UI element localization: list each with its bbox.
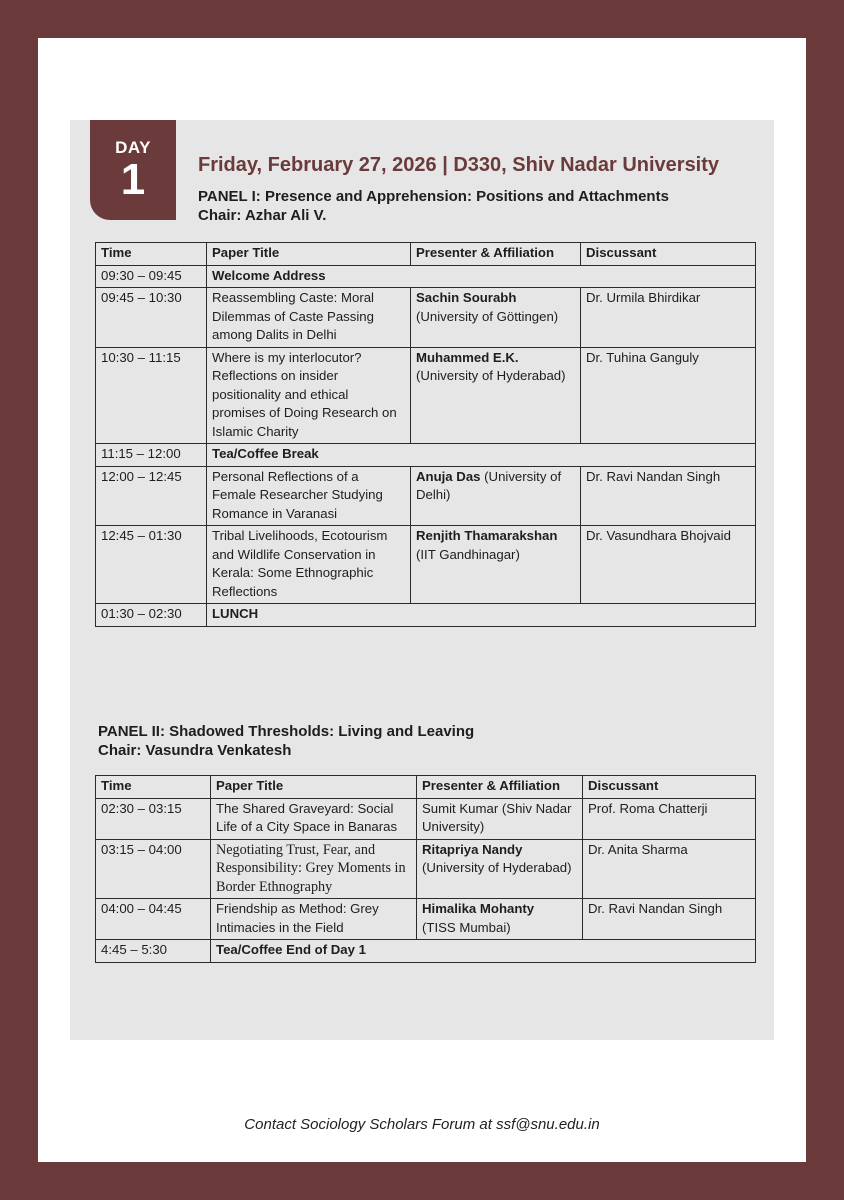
paper-title-cell: Personal Reflections of a Female Researcher Studying Romance in Varanasi bbox=[207, 466, 411, 526]
panel-1-title: PANEL I: Presence and Apprehension: Positions and Attachments bbox=[198, 188, 669, 205]
session-cell: Tea/Coffee End of Day 1 bbox=[211, 940, 756, 963]
time-cell: 4:45 – 5:30 bbox=[96, 940, 211, 963]
header-discussant: Discussant bbox=[581, 243, 756, 266]
contact-footer: Contact Sociology Scholars Forum at ssf@snu.edu.in bbox=[244, 1116, 600, 1133]
panel-1-schedule-table bbox=[95, 242, 756, 627]
table-row bbox=[96, 347, 756, 444]
presenter-affiliation: (University of Hyderabad) bbox=[422, 860, 572, 875]
discussant-cell: Dr. Ravi Nandan Singh bbox=[583, 899, 756, 940]
presenter-cell bbox=[417, 899, 583, 940]
discussant-cell: Dr. Vasundhara Bhojvaid bbox=[581, 526, 756, 604]
program-page bbox=[38, 38, 806, 1162]
header-discussant: Discussant bbox=[583, 776, 756, 799]
presenter-affiliation: (University of Göttingen) bbox=[416, 308, 559, 324]
presenter-name: Sachin Sourabh bbox=[416, 290, 517, 305]
paper-title-cell: Negotiating Trust, Fear, and Responsibility: Grey Moments in Border Ethnography bbox=[211, 839, 417, 899]
presenter-affiliation: (University of Delhi) bbox=[416, 468, 562, 502]
table-row bbox=[96, 526, 756, 604]
time-cell: 12:45 – 01:30 bbox=[96, 526, 207, 604]
table-row bbox=[96, 604, 756, 627]
paper-title-cell: Reassembling Caste: Moral Dilemmas of Caste Passing among Dalits in Delhi bbox=[207, 288, 411, 348]
presenter-name: Anuja Das bbox=[416, 468, 481, 484]
session-cell: LUNCH bbox=[207, 604, 756, 627]
table-row bbox=[96, 466, 756, 526]
session-cell: Tea/Coffee Break bbox=[207, 444, 756, 467]
discussant-cell: Dr. Tuhina Ganguly bbox=[581, 347, 756, 444]
table-row bbox=[96, 288, 756, 348]
time-cell: 09:45 – 10:30 bbox=[96, 288, 207, 348]
day-badge bbox=[90, 120, 176, 220]
paper-title-cell: Friendship as Method: Grey Intimacies in the Field bbox=[211, 899, 417, 940]
presenter-affiliation: (TISS Mumbai) bbox=[422, 919, 511, 935]
time-cell: 03:15 – 04:00 bbox=[96, 839, 211, 899]
presenter-affiliation: Sumit Kumar (Shiv Nadar University) bbox=[422, 800, 572, 834]
time-cell: 04:00 – 04:45 bbox=[96, 899, 211, 940]
presenter-cell bbox=[411, 347, 581, 444]
presenter-cell bbox=[411, 288, 581, 348]
panel-1-chair: Chair: Azhar Ali V. bbox=[198, 207, 327, 224]
panel-2-title: PANEL II: Shadowed Thresholds: Living and Leaving bbox=[98, 723, 475, 740]
table-row bbox=[96, 798, 756, 839]
presenter-name: Muhammed E.K. bbox=[416, 349, 519, 365]
day-number: 1 bbox=[120, 155, 146, 204]
header-time: Time bbox=[96, 776, 211, 799]
presenter-affiliation: (IIT Gandhinagar) bbox=[416, 546, 520, 562]
header-paper-title: Paper Title bbox=[211, 776, 417, 799]
discussant-cell: Dr. Ravi Nandan Singh bbox=[581, 466, 756, 526]
presenter-cell bbox=[411, 526, 581, 604]
presenter-cell bbox=[411, 466, 581, 526]
time-cell: 11:15 – 12:00 bbox=[96, 444, 207, 467]
presenter-name: Himalika Mohanty bbox=[422, 901, 535, 916]
presenter-name: Renjith Thamarakshan bbox=[416, 528, 558, 543]
date-venue-heading: Friday, February 27, 2026 | D330, Shiv Nadar University bbox=[198, 154, 720, 176]
time-cell: 10:30 – 11:15 bbox=[96, 347, 207, 444]
presenter-affiliation: (University of Hyderabad) bbox=[416, 368, 566, 383]
time-cell: 09:30 – 09:45 bbox=[96, 265, 207, 288]
table-row bbox=[96, 265, 756, 288]
header-presenter: Presenter & Affiliation bbox=[411, 243, 581, 266]
time-cell: 01:30 – 02:30 bbox=[96, 604, 207, 627]
panel-2-heading bbox=[98, 722, 474, 760]
header-paper-title: Paper Title bbox=[207, 243, 411, 266]
presenter-cell bbox=[417, 839, 583, 899]
discussant-cell: Prof. Roma Chatterji bbox=[583, 798, 756, 839]
panel-2-schedule-table bbox=[95, 775, 756, 963]
paper-title-cell: The Shared Graveyard: Social Life of a City Space in Banaras bbox=[211, 798, 417, 839]
header-time: Time bbox=[96, 243, 207, 266]
session-cell: Welcome Address bbox=[207, 265, 756, 288]
discussant-cell: Dr. Urmila Bhirdikar bbox=[581, 288, 756, 348]
table-row bbox=[96, 899, 756, 940]
presenter-name: Ritapriya Nandy bbox=[422, 841, 523, 857]
day-label: DAY bbox=[115, 138, 151, 157]
panel-2-chair: Chair: Vasundra Venkatesh bbox=[98, 742, 292, 759]
paper-title-cell: Where is my interlocutor? Reflections on insider positionality and ethical promises of Doing Research on Islamic Charity bbox=[207, 347, 411, 444]
table-header-row bbox=[96, 776, 756, 799]
table-row bbox=[96, 839, 756, 899]
table-header-row bbox=[96, 243, 756, 266]
presenter-cell bbox=[417, 798, 583, 839]
time-cell: 02:30 – 03:15 bbox=[96, 798, 211, 839]
paper-title-cell: Tribal Livelihoods, Ecotourism and Wildlife Conservation in Kerala: Some Ethnographic Reflections bbox=[207, 526, 411, 604]
panel-1-heading bbox=[198, 187, 669, 225]
header-presenter: Presenter & Affiliation bbox=[417, 776, 583, 799]
table-row bbox=[96, 940, 756, 963]
discussant-cell: Dr. Anita Sharma bbox=[583, 839, 756, 899]
table-row bbox=[96, 444, 756, 467]
time-cell: 12:00 – 12:45 bbox=[96, 466, 207, 526]
